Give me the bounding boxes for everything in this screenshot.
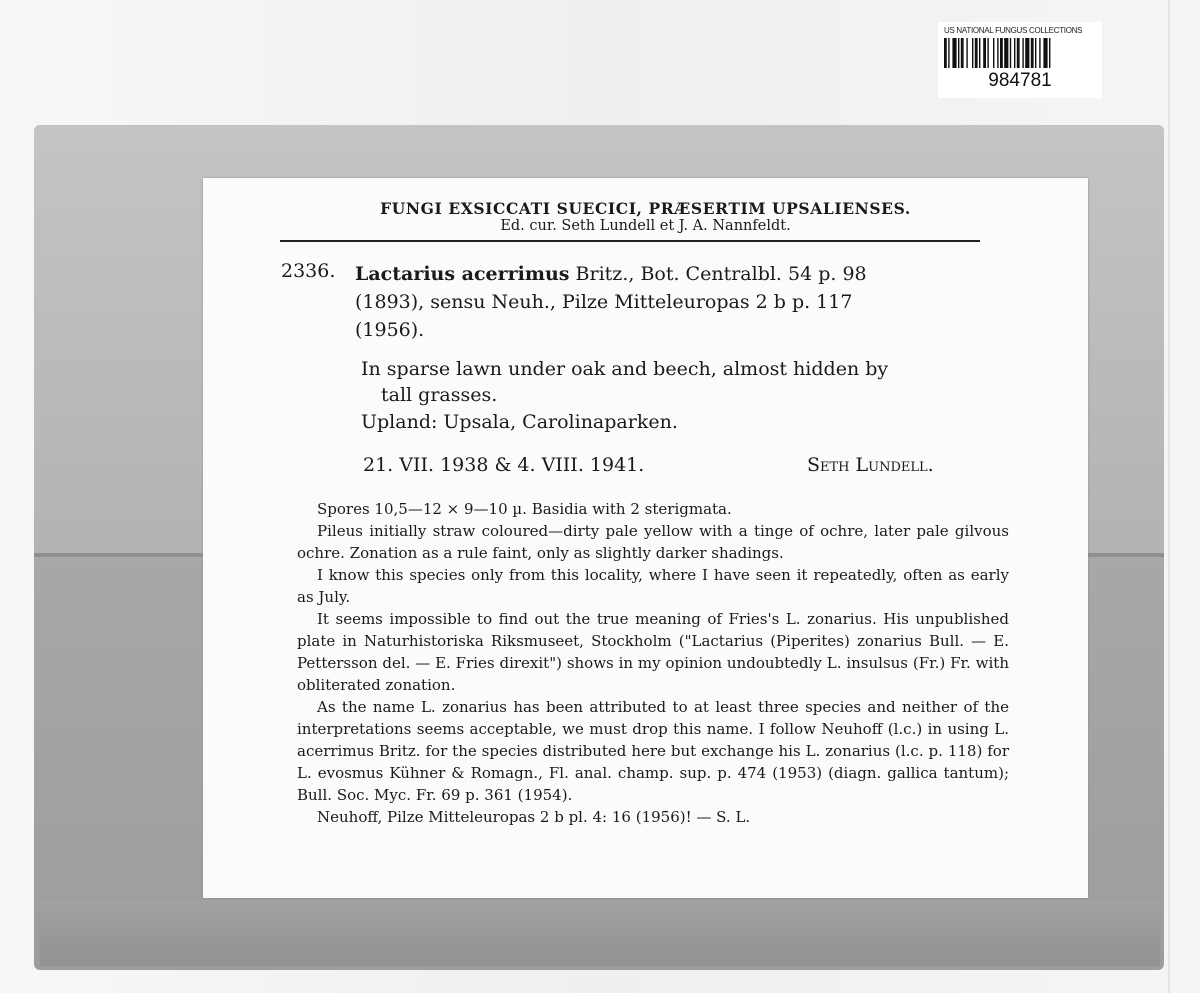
locality: Upland: Upsala, Carolinaparken.	[361, 411, 678, 433]
series-editors: Ed. cur. Seth Lundell et J. A. Nannfeldt.	[500, 218, 791, 234]
collector: Seth Lundell.	[807, 454, 934, 476]
sheet-fold-line	[1168, 0, 1170, 993]
citation-line-2: (1893), sensu Neuh., Pilze Mitteleuropas 2 b p. 117	[355, 291, 853, 313]
barcode-number: 984781	[988, 70, 1052, 91]
note-paragraph: As the name L. zonarius has been attributed to at least three species and neither of the interpretations seems acceptable, we must drop this name. I follow Neuhoff (l.c.) in using L. acerrimus Britz. for the species distributed here but exchange his L. zonarius (l.c. p. 118) for L. evosmus Kühner & Romagn., Fl. anal. champ. sup. p. 474 (1953) (diagn. gallica tantum); Bull. Soc. Myc. Fr. 69 p. 361 (1954).	[297, 698, 1009, 804]
note-paragraph: Spores 10,5—12 × 9—10 µ. Basidia with 2 sterigmata.	[317, 500, 732, 518]
barcode-label	[938, 22, 1102, 98]
species-name: Lactarius acerrimus	[355, 263, 570, 285]
note-paragraph: I know this species only from this locality, where I have seen it repeatedly, often as early as July.	[297, 566, 1009, 606]
packet-bottom-fold	[40, 900, 1160, 966]
habitat-line-2: tall grasses.	[381, 384, 498, 406]
entry-number: 2336.	[281, 260, 336, 282]
note-paragraph: It seems impossible to find out the true meaning of Fries's L. zonarius. His unpublished plate in Naturhistoriska Riksmuseet, Stockholm ("Lactarius (Piperites) zonarius Bull. — E. Pettersson del. — E. Fries direxit") shows in my opinion undoubtedly L. insulsus (Fr.) Fr. with obliterated zonation.	[297, 610, 1009, 694]
habitat	[361, 356, 1001, 408]
note-paragraph: Pileus initially straw coloured—dirty pale yellow with a tinge of ochre, later pale gilvous ochre. Zonation as a rule faint, only as slightly darker shadings.	[297, 522, 1009, 562]
citation-line-1: Britz., Bot. Centralbl. 54 p. 98	[569, 263, 867, 285]
title-rule	[280, 240, 980, 242]
notes	[297, 498, 1009, 828]
specimen-label	[203, 178, 1088, 898]
note-paragraph: Neuhoff, Pilze Mitteleuropas 2 b pl. 4: 16 (1956)! — S. L.	[317, 808, 751, 826]
barcode-caption: US NATIONAL FUNGUS COLLECTIONS	[944, 26, 1083, 35]
habitat-line-1: In sparse lawn under oak and beech, almost hidden by	[361, 358, 889, 380]
entry-citation	[355, 260, 990, 344]
collection-dates: 21. VII. 1938 & 4. VIII. 1941.	[363, 454, 645, 476]
citation-line-3: (1956).	[355, 319, 425, 341]
series-title: FUNGI EXSICCATI SUECICI, PRÆSERTIM UPSALIENSES.	[380, 199, 911, 218]
barcode-icon	[944, 38, 1094, 68]
